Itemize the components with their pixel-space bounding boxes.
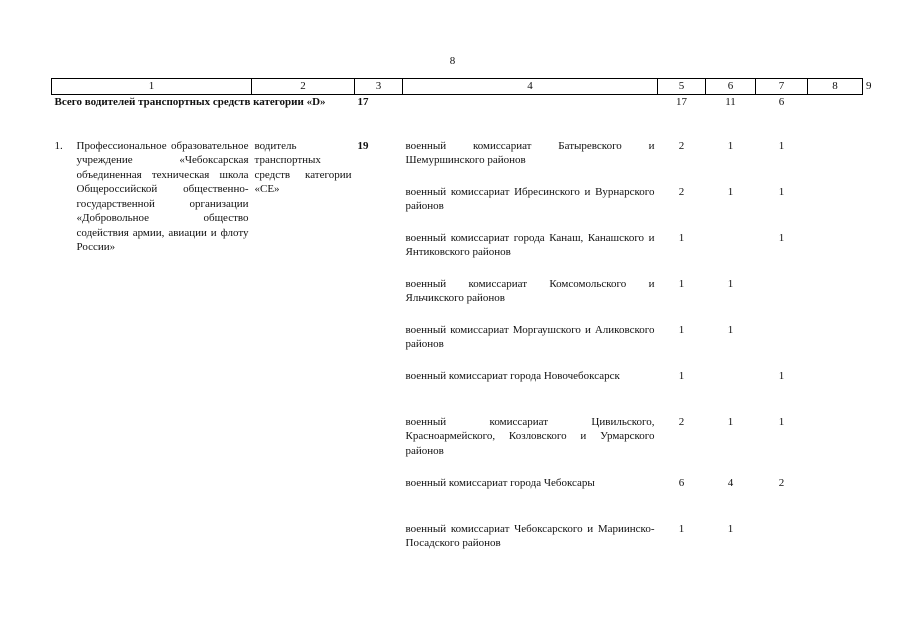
specialty: водитель транспортных средств категории «CE»: [254, 139, 352, 195]
col6-value: 1: [678, 323, 685, 336]
col7-value: 4: [727, 476, 734, 489]
allocation-table: [51, 78, 872, 552]
page-number: 8: [449, 55, 456, 67]
col7-value: [706, 369, 756, 415]
total-label: Всего водителей транспортных средств категории «D»: [54, 95, 326, 108]
commissariat-name: военный комиссариат города Новочебоксарск: [405, 369, 620, 382]
col8-value: 1: [778, 415, 785, 428]
column-number: 7: [756, 79, 808, 95]
total-row: [52, 94, 863, 139]
column-number: 4: [403, 79, 658, 95]
commissariat-name: военный комиссариат Цивильского, Красноармейского, Козловского и Урмарского районов: [405, 415, 655, 457]
column-number: 6: [706, 79, 756, 95]
commissariat-name: военный комиссариат Ибресинского и Вурнарского районов: [405, 185, 655, 212]
col6-value: 1: [678, 522, 685, 535]
column-number: 5: [658, 79, 706, 95]
col7-value: 1: [727, 323, 734, 336]
organization-count: 19: [357, 139, 369, 152]
commissariat-name: военный комиссариат Чебоксарского и Мариинско-Посадского районов: [405, 522, 655, 549]
organization-name: Профессиональное образовательное учреждение «Чебоксарская объединенная техническая школа Общероссийской общественно-государственной организации «Добровольное общество содействия армии, авиации и флоту России»: [76, 139, 249, 253]
col7-value: 1: [727, 139, 734, 152]
col8-value: 1: [778, 231, 785, 244]
col8-value: 1: [778, 139, 785, 152]
total-col6: 17: [676, 95, 687, 108]
col8-value: [756, 522, 808, 552]
col7-value: 1: [727, 277, 734, 290]
col6-value: 2: [678, 415, 685, 428]
commissariat-name: военный комиссариат Комсомольского и Яльчикского районов: [405, 277, 655, 304]
column-number: 3: [355, 79, 403, 95]
col7-value: 1: [727, 185, 734, 198]
commissariat-name: военный комиссариат города Канаш, Канашского и Янтиковского районов: [405, 231, 655, 258]
commissariat-row: [52, 139, 863, 185]
commissariat-name: военный комиссариат города Чебоксары: [405, 476, 595, 489]
total-col7: 11: [725, 95, 736, 108]
col6-value: 6: [678, 476, 685, 489]
col6-value: 2: [678, 139, 685, 152]
column-number: 1: [52, 79, 252, 95]
col7-value: 1: [727, 415, 734, 428]
col7-value: 1: [727, 522, 734, 535]
col7-value: [706, 231, 756, 277]
col8-value: 2: [778, 476, 785, 489]
commissariat-name: военный комиссариат Батыревского и Шемуршинского районов: [405, 139, 655, 166]
total-col8: 6: [778, 95, 785, 108]
col8-value: 1: [778, 369, 785, 382]
column-number-row: 1 2 3 4 5 6 7 8 9: [52, 79, 863, 95]
total-count: 17: [357, 95, 369, 108]
col6-value: 2: [678, 185, 685, 198]
column-number: 8: [808, 79, 863, 95]
column-number: 2: [252, 79, 355, 95]
col8-value: 1: [778, 185, 785, 198]
organization-cell: [52, 139, 252, 552]
col6-value: 1: [678, 369, 685, 382]
col8-value: [756, 277, 808, 323]
organization-number: 1.: [54, 139, 63, 152]
commissariat-name: военный комиссариат Моргаушского и Аликовского районов: [405, 323, 655, 350]
col6-value: 1: [678, 277, 685, 290]
col8-value: [756, 323, 808, 369]
col6-value: 1: [678, 231, 685, 244]
